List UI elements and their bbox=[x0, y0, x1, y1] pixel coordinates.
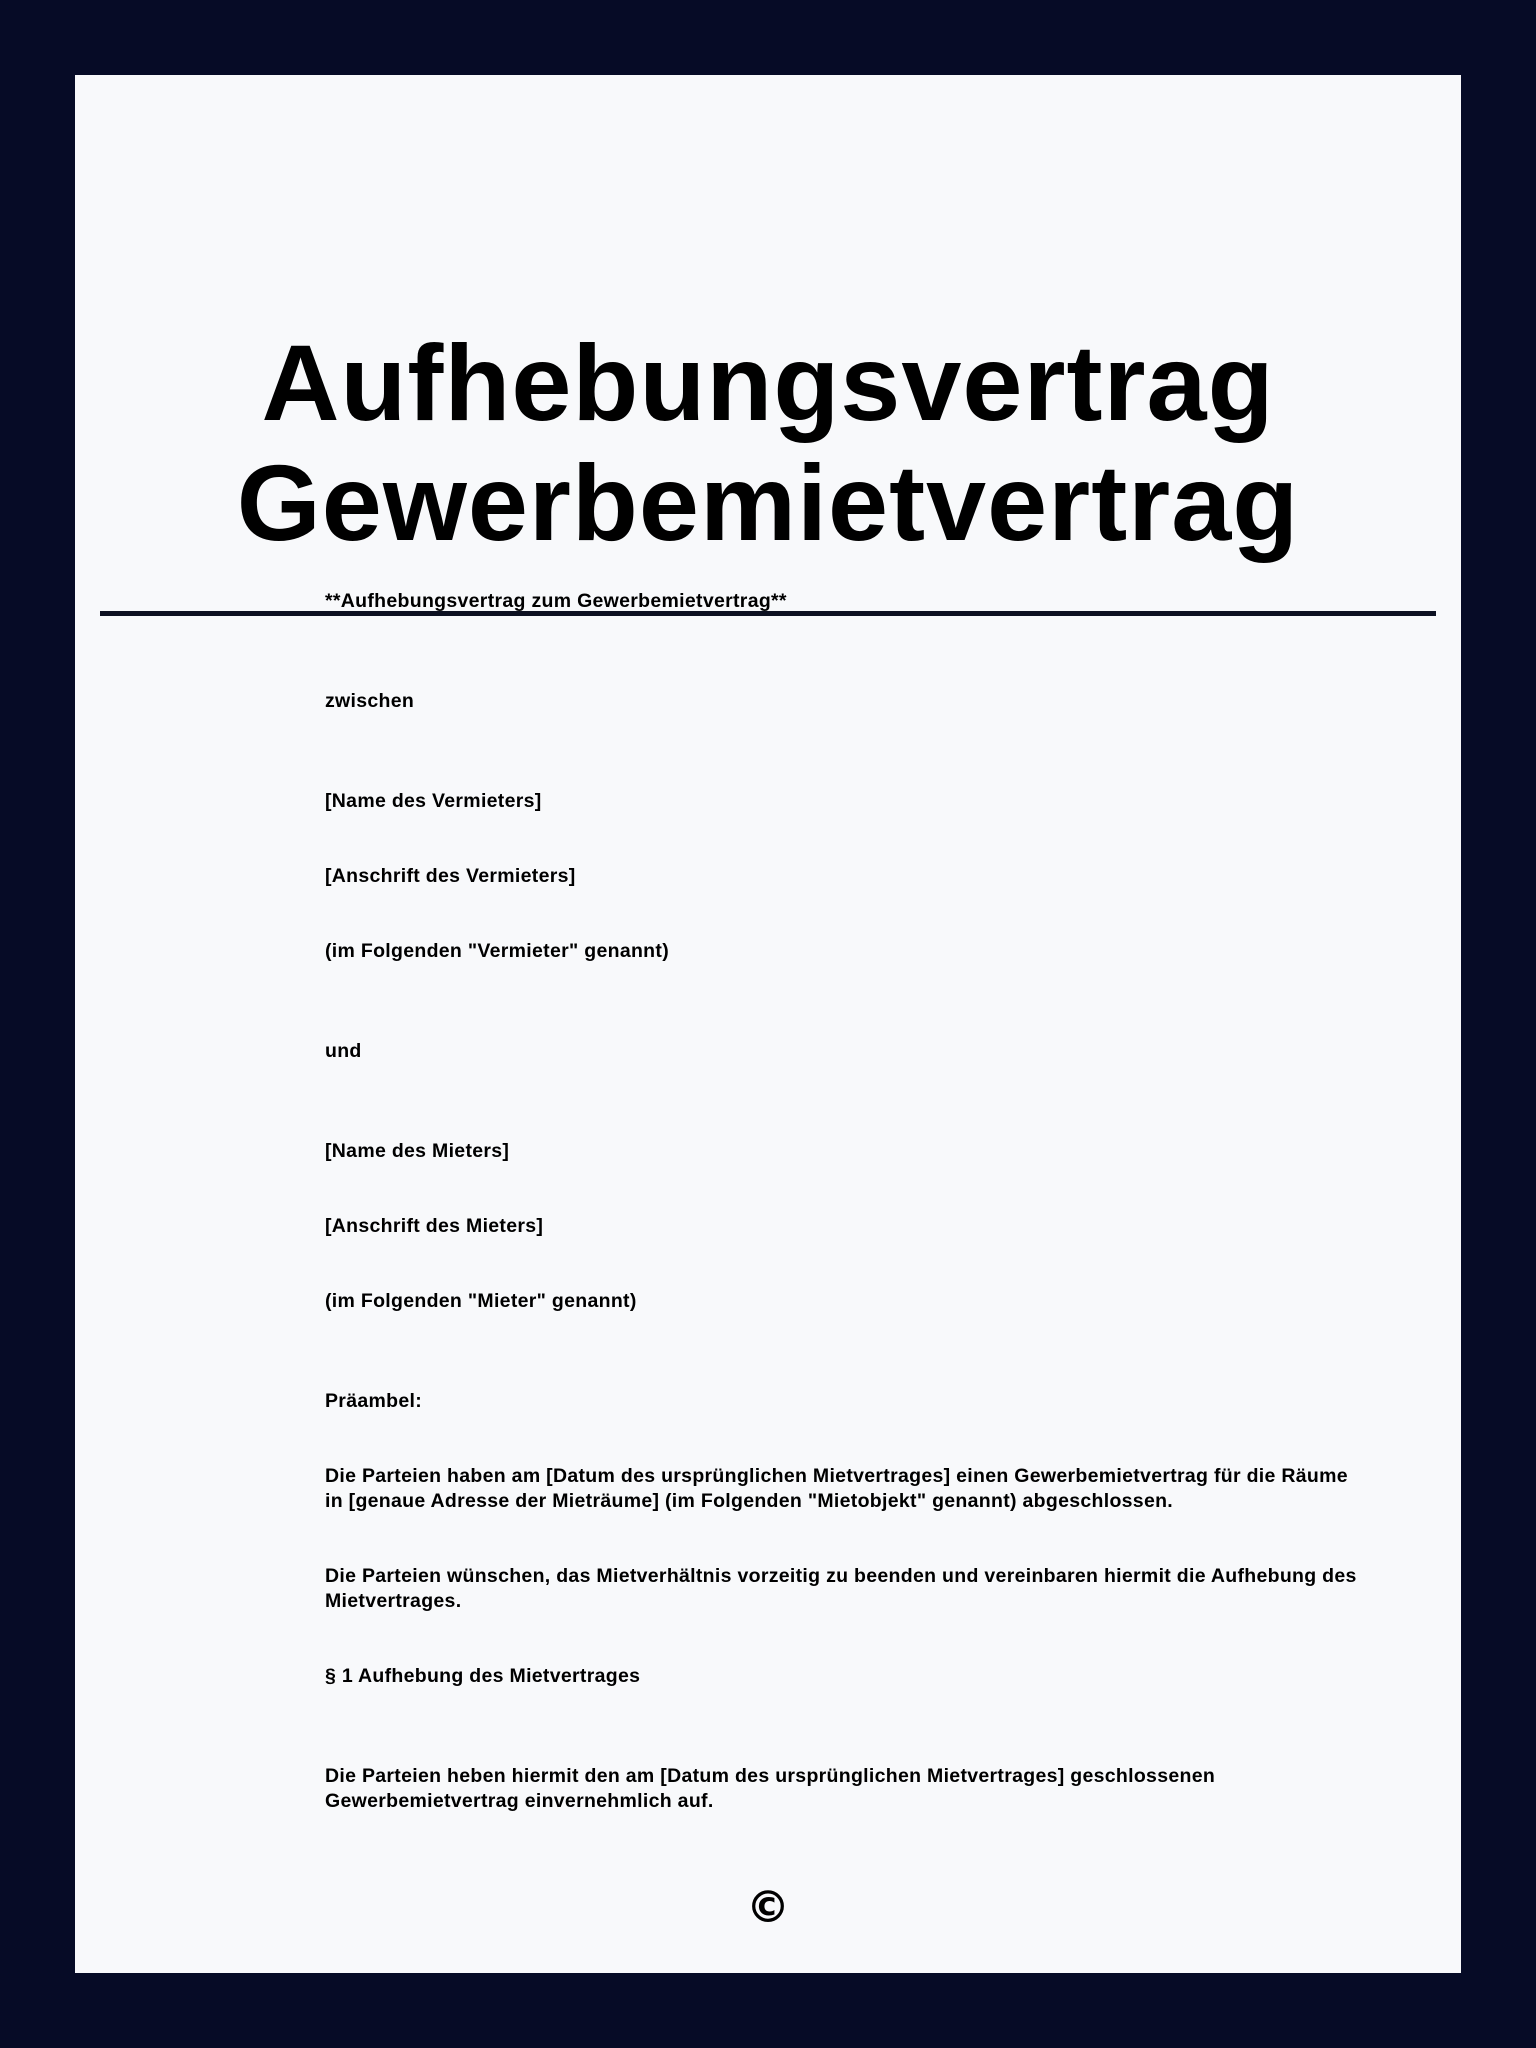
landlord-address: [Anschrift des Vermieters] bbox=[325, 865, 576, 887]
and-label: und bbox=[325, 1040, 362, 1062]
tenant-name: [Name des Mieters] bbox=[325, 1140, 510, 1162]
tenant-address: [Anschrift des Mieters] bbox=[325, 1215, 544, 1237]
title-line-2: Gewerbemietvertrag bbox=[236, 442, 1300, 563]
between-label: zwischen bbox=[325, 690, 415, 712]
document-title bbox=[75, 323, 1461, 563]
title-line-1: Aufhebungsvertrag bbox=[261, 322, 1275, 443]
section-1-heading: § 1 Aufhebung des Mietvertrages bbox=[325, 1665, 641, 1687]
document-page bbox=[75, 75, 1461, 1973]
copyright-symbol: © bbox=[746, 1882, 790, 1933]
preamble-paragraph-2: Die Parteien wünschen, das Mietverhältnis vorzeitig zu beenden und vereinbaren hiermit die Aufhebung des Mietvertrages. bbox=[325, 1565, 1357, 1612]
preamble-heading: Präambel: bbox=[325, 1390, 422, 1412]
preamble-paragraph-1: Die Parteien haben am [Datum des ursprünglichen Mietvertrages] einen Gewerbemietvertrag für die Räume in [genaue Adresse der Mieträume] (im Folgenden "Mietobjekt" genannt) abgeschlossen. bbox=[325, 1465, 1348, 1512]
landlord-name: [Name des Vermieters] bbox=[325, 790, 542, 812]
tenant-designation: (im Folgenden "Mieter" genannt) bbox=[325, 1290, 637, 1312]
landlord-designation: (im Folgenden "Vermieter" genannt) bbox=[325, 940, 669, 962]
contract-heading: **Aufhebungsvertrag zum Gewerbemietvertrag** bbox=[325, 590, 787, 612]
section-1-paragraph: Die Parteien heben hiermit den am [Datum des ursprünglichen Mietvertrages] geschlossenen Gewerbemietvertrag einvernehmlich auf. bbox=[325, 1765, 1216, 1812]
